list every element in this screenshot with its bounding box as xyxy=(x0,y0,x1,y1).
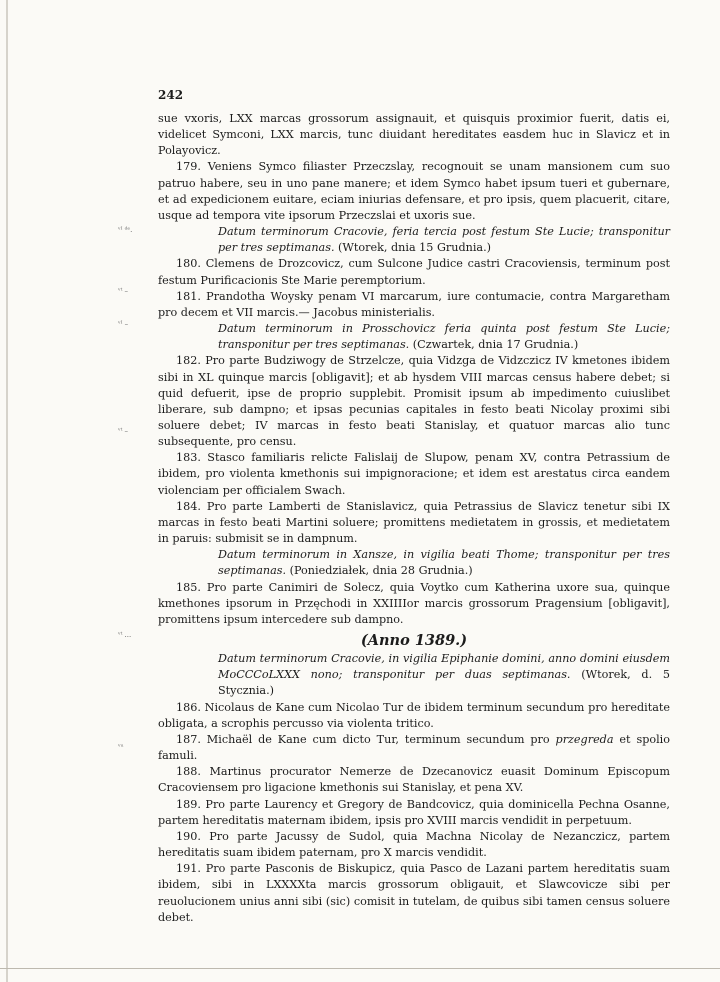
datum-note xyxy=(158,224,670,256)
datum-date: (Poniedziałek, dnia 28 Grudnia.) xyxy=(286,564,473,578)
page-spine-shadow xyxy=(6,0,8,982)
entry-186: 186. Nicolaus de Kane cum Nicolao Tur de ibidem terminum secundum pro hereditate obligata, a scrophis percusso via violenta tritico. xyxy=(158,700,670,730)
datum-italic: Datum terminorum in Xansze, in vigilia beati Thome; transponitur per tres septimanas. xyxy=(218,548,670,578)
datum-date: (Czwartek, dnia 17 Grudnia.) xyxy=(409,338,579,352)
entry-187 xyxy=(158,732,670,764)
margin-note: ᵛᴵ – xyxy=(118,320,129,328)
year-heading: (Anno 1389.) xyxy=(360,632,468,649)
datum-italic: Datum terminorum Cracovie, feria tercia post festum Ste Lucie; transponitur per tres septimanas. xyxy=(218,225,670,255)
page-bottom-edge xyxy=(0,968,720,969)
margin-note: ᵛᵗ – xyxy=(118,287,129,295)
entry-text: 187. Michaël de Kane cum dicto Tur, terminum secundum pro xyxy=(176,732,556,746)
datum-date: (Wtorek, dnia 15 Grudnia.) xyxy=(334,241,491,255)
entry-179: 179. Veniens Symco filiaster Przeczslay, recognouit se unam mansionem cum suo patruo habere, seu in uno pane manere; et idem Symco habet ipsum tueri et gubernare, et ad expedicionem euitare, eciam iniurias defensare, et pro ipsis, quem placuerit, citare, usque ad tempora vite ipsorum Przeczslai et uxoris sue. xyxy=(158,160,670,222)
entry-182: 182. Pro parte Budziwogy de Strzelcze, quia Vidzga de Vidzczicz IV kmetones ibidem sibi in XL quinque marcis [obligavit]; et ab hysdem VIII marcas census habere debet; si quid defuerit, ipse de proprio supplebit. Promisit ipsum ab impedimento cuiuslibet liberare, sub dampno; et ipsas pecunias capitales in festo beati Nicolay proximi sibi soluere debet; IV marcas in festo beati Stanislay, et quatuor marcas alio tunc subsequente, pro censu. xyxy=(158,354,670,449)
entry-text: et spolio famuli. xyxy=(158,732,670,763)
datum-italic: Datum terminorum Cracovie, in vigilia Epiphanie domini, anno domini eiusdem MoCCCoLXXX nono; transponitur per duas septimanas. xyxy=(218,652,670,682)
entry-181: 181. Prandotha Woysky penam VI marcarum, iure contumacie, contra Margaretham pro decem et VII marcis.— Jacobus ministerialis. xyxy=(158,289,670,319)
entry-italic-term: przegreda xyxy=(555,732,614,746)
entry-191: 191. Pro parte Pasconis de Biskupicz, quia Pasco de Lazani partem hereditatis suam ibidem, sibi in LXXXXta marcis grossorum obligauit, et Slawcovicze sibi per reuolucionem unius anni sibi (sic) comisit in tutelam, de quibus sibi tamen census soluere debet. xyxy=(158,862,670,924)
paragraph-continuation: sue vxoris, LXX marcas grossorum assignauit, et quisquis proximior fuerit, datis ei, videlicet Symconi, LXX marcis, tunc diuidant hereditates easdem huc in Slavicz et in Polayovicz. xyxy=(158,112,670,158)
entry-184: 184. Pro parte Lamberti de Stanislavicz, quia Petrassius de Slavicz tenetur sibi IX marcas in festo beati Martini soluere; promittens medietatem in grossis, et medietatem in paruis: submisit se in dampnum. xyxy=(158,499,670,546)
datum-note xyxy=(158,651,670,699)
datum-date: (Wtorek, d. 5 Stycznia.) xyxy=(218,668,670,698)
page-number: 242 xyxy=(158,88,184,102)
margin-note: ᵛᵗ – xyxy=(118,427,129,435)
datum-italic: Datum terminorum in Prosschovicz feria quinta post festum Ste Lucie; transponitur per tres septimanas. xyxy=(218,322,670,352)
entry-188: 188. Martinus procurator Nemerze de Dzecanovicz euasit Dominum Episcopum Cracoviensem pro ligacione kmethonis sui Stanislay, et pena XV. xyxy=(158,765,670,795)
margin-note: ᵛᵘ xyxy=(118,743,124,751)
entry-183: 183. Stasco familiaris relicte Falislaij de Slupow, penam XV, contra Petrassium de ibidem, pro violenta kmethonis sui impignoracione; et idem est arestatus circa eandem violenciam per officialem Swach. xyxy=(158,451,670,497)
entry-189: 189. Pro parte Laurency et Gregory de Bandcovicz, quia dominicella Pechna Osanne, partem hereditatis maternam ibidem, ipsis pro XVIII marcis vendidit in perpetuum. xyxy=(158,797,670,827)
entry-180: 180. Clemens de Drozcovicz, cum Sulcone Judice castri Cracoviensis, terminum post festum Purificacionis Ste Marie peremptorium. xyxy=(158,257,670,287)
entry-190: 190. Pro parte Jacussy de Sudol, quia Machna Nicolay de Nezanczicz, partem hereditatis suam ibidem paternam, pro X marcis vendidit. xyxy=(158,829,670,860)
margin-note: ᵛᴵ ᵈᵉ. xyxy=(118,226,133,234)
datum-note xyxy=(158,547,670,579)
datum-note xyxy=(158,321,670,353)
document-body xyxy=(158,111,670,926)
margin-note: ᵛᵗ ... xyxy=(118,631,132,639)
entry-185: 185. Pro parte Canimiri de Solecz, quia Voytko cum Katherina uxore sua, quinque kmethones ipsorum in Przęchodi in XXIIIIor marcis grossorum Pragensium [obligavit], promittens ipsum intercedere sub dampno. xyxy=(158,580,670,626)
